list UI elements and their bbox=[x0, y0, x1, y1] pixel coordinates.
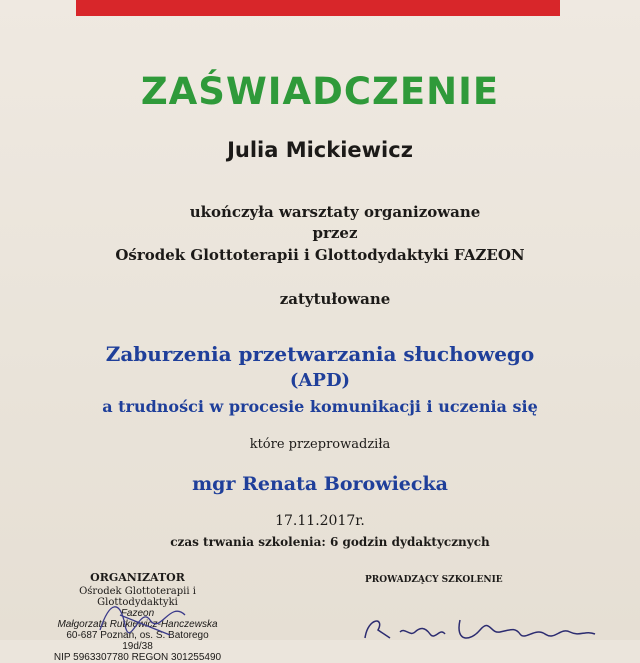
text-line: zatytułowane bbox=[279, 290, 391, 308]
certificate-title: ZAŚWIADCZENIE bbox=[140, 70, 500, 113]
organizer-heading: ORGANIZATOR bbox=[90, 571, 185, 584]
stamp-line: Ośrodek Glottoterapii i Glottodydaktyki bbox=[79, 586, 196, 608]
instructor-heading: PROWADZĄCY SZKOLENIE bbox=[365, 575, 503, 585]
organizer-name: Ośrodek Glottoterapii i Glottodydaktyki FAZEON bbox=[115, 246, 525, 264]
course-abbrev: (APD) bbox=[289, 370, 351, 391]
red-header-band bbox=[76, 0, 560, 16]
recipient-name: Julia Mickiewicz bbox=[227, 138, 413, 162]
instructor-name: mgr Renata Borowiecka bbox=[192, 473, 448, 495]
text-line: które przeprowadziła bbox=[249, 437, 391, 452]
stamp-line: Fazeon bbox=[120, 608, 155, 619]
duration: czas trwania szkolenia: 6 godzin dydaktycznych bbox=[170, 535, 490, 549]
text-line: ukończyła warsztaty organizowane bbox=[189, 203, 481, 221]
stamp-line: Małgorzata Rutkiewicz-Hanczewska bbox=[57, 619, 218, 630]
course-title: Zaburzenia przetwarzania słuchowego bbox=[105, 342, 535, 366]
stamp-line: 60-687 Poznań, os. S. Batorego 19d/38 bbox=[66, 630, 209, 652]
stamp-line: NIP 5963307780 REGON 301255490 bbox=[53, 652, 222, 663]
instructor-signature bbox=[360, 612, 610, 640]
course-subtitle: a trudności w procesie komunikacji i uczenia się bbox=[102, 397, 538, 416]
organizer-signature bbox=[90, 595, 200, 640]
date: 17.11.2017r. bbox=[275, 513, 365, 529]
text-line: przez bbox=[312, 224, 358, 242]
